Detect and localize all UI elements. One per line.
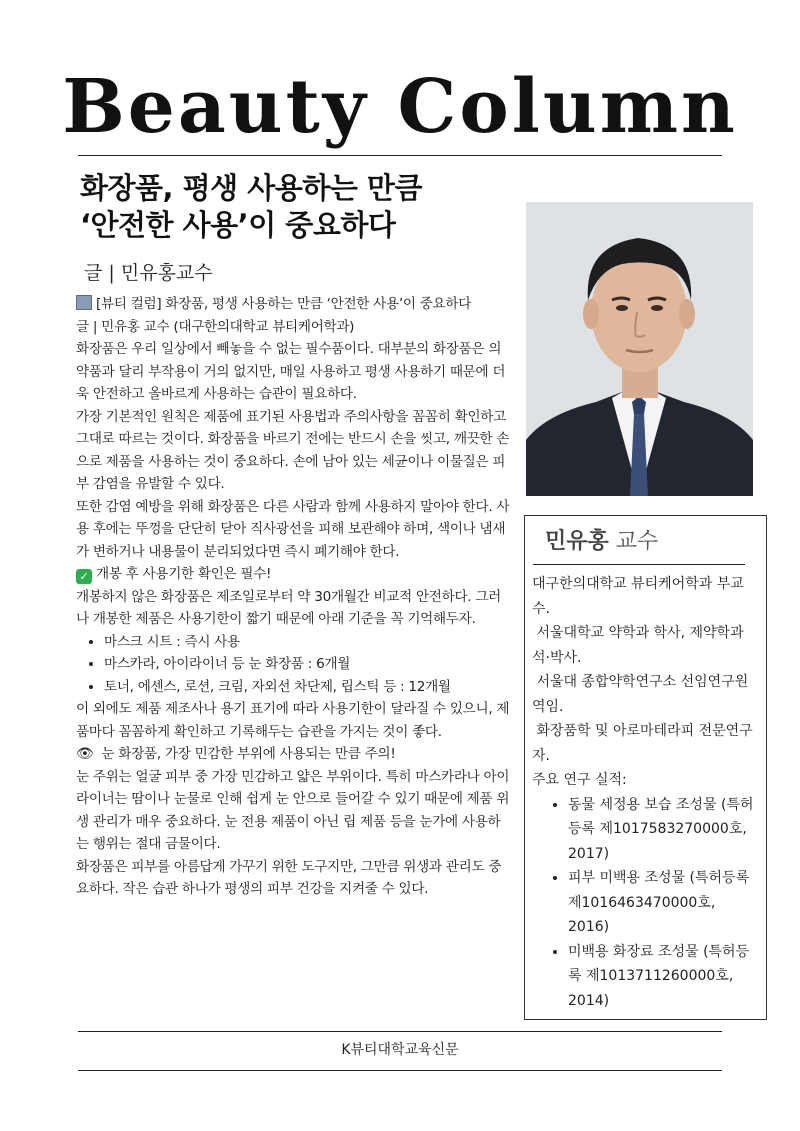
article-paragraph-4: 개봉하지 않은 화장품은 제조일로부터 약 30개월간 비교적 안전하다. 그러나 개봉한 제품은 사용기한이 짧기 때문에 아래 기준을 꼭 기억해두자. [76,588,502,627]
achievement-item: • 피부 미백용 조성물 (특허등록 제1016463470000호, 2016) [568,866,760,940]
newspaper-name: K뷰티대학교육신문 [341,1042,459,1058]
article-byline: 글 | 민유홍교수 [84,262,213,284]
headline-line-2: ‘안전한 사용’이 중요하다 [80,208,396,242]
profile-line: 주요 연구 실적: [532,772,627,788]
masthead-rule [78,155,722,156]
section-2-title-text: 눈 화장품, 가장 민감한 부위에 사용되는 만큼 주의! [101,746,396,762]
section-2-title [76,743,512,766]
author-portrait-illustration [526,202,753,496]
article-paragraph-7: 화장품은 피부를 아름답게 가꾸기 위한 도구지만, 그만큼 위생과 관리도 중요하다. 작은 습관 하나가 평생의 피부 건강을 지켜줄 수 있다. [76,858,502,897]
footer-top-rule [78,1031,722,1032]
article-author-line: 글 | 민유홍 교수 (대구한의대학교 뷰티케어학과) [76,318,355,335]
headline-line-1: 화장품, 평생 사용하는 만큼 [80,171,422,205]
profile-rule [533,564,745,565]
achievement-list [532,793,760,1014]
footer-bottom-rule [78,1070,722,1071]
newspaper-icon [76,295,92,310]
intro-title-text: [뷰티 컬럼] 화장품, 평생 사용하는 만큼 ‘안전한 사용’이 중요하다 [96,296,472,312]
list-item: • 마스카라, 아이라이너 등 눈 화장품 : 6개월 [104,653,512,676]
achievement-item: • 미백용 화장료 조성물 (특허등록 제1013711260000호, 2014) [568,940,760,1014]
profile-name: 민유홍 [545,529,609,554]
profile-line: 서울대학교 약학과 학사, 제약학과 석·박사. [532,625,749,666]
article-paragraph-1: 화장품은 우리 일상에서 빼놓을 수 없는 필수품이다. 대부분의 화장품은 의약품과 달리 부작용이 거의 없지만, 매일 사용하고 평생 사용하기 때문에 더욱 안전하고 올바르게 사용하는 습관이 필요하다. [76,341,506,402]
profile-title: 교수 [615,529,659,554]
article-paragraph-2: 가장 기본적인 원칙은 제품에 표기된 사용법과 주의사항을 꼼꼼히 확인하고 그대로 따르는 것이다. 화장품을 바르기 전에는 반드시 손을 씻고, 깨끗한 손으로 제품을 사용하는 것이 중요하다. 손에 남아 있는 세균이나 이물질은 피부 감염을 유발할 수 있다. [76,408,510,492]
article-headline [80,170,520,244]
profile-line: 화장품학 및 아로마테라피 전문연구자. [532,723,753,764]
profile-line: 대구한의대학교 뷰티케어학과 부교수. [532,576,744,617]
author-profile-box [524,515,767,1020]
article-paragraph-3: 또한 감염 예방을 위해 화장품은 다른 사람과 함께 사용하지 말아야 한다. 사용 후에는 뚜껑을 단단히 닫아 직사광선을 피해 보관해야 하며, 색이나 냄새가 변하거나 내용물이 분리되었다면 즉시 폐기해야 한다. [76,498,510,560]
profile-line: 서울대 종합약학연구소 선임연구원 역임. [532,674,753,715]
profile-heading [545,524,658,555]
list-item: • 마스크 시트 : 즉시 사용 [104,631,512,654]
author-photo [526,202,753,496]
article-intro-title [76,293,512,316]
masthead-title: Beauty Column [62,64,738,150]
check-mark-icon: ✓ [76,569,92,584]
list-item: • 토너, 에센스, 로션, 크림, 자외선 차단제, 립스틱 등 : 12개월 [104,676,512,699]
profile-details [532,572,760,1013]
shelf-life-list [76,631,512,699]
article-body [76,293,512,901]
eye-icon: 👁 [76,746,94,762]
achievement-item: • 동물 세정용 보습 조성물 (특허등록 제1017583270000호, 2017) [568,793,760,867]
section-1-title-text: 개봉 후 사용기한 확인은 필수! [96,566,272,582]
section-1-title [76,563,512,586]
article-paragraph-5: 이 외에도 제품 제조사나 용기 표기에 따라 사용기한이 달라질 수 있으니, 제품마다 꼼꼼하게 확인하고 기록해두는 습관을 가지는 것이 좋다. [76,701,510,740]
article-paragraph-6: 눈 주위는 얼굴 피부 중 가장 민감하고 얇은 부위이다. 특히 마스카라나 아이라이너는 땀이나 눈물로 인해 쉽게 눈 안으로 들어갈 수 있기 때문에 제품 위생 관리가 매우 중요하다. 눈 전용 제품이 아닌 립 제품 등을 눈가에 사용하는 행위는 절대 금물이다. [76,768,510,852]
